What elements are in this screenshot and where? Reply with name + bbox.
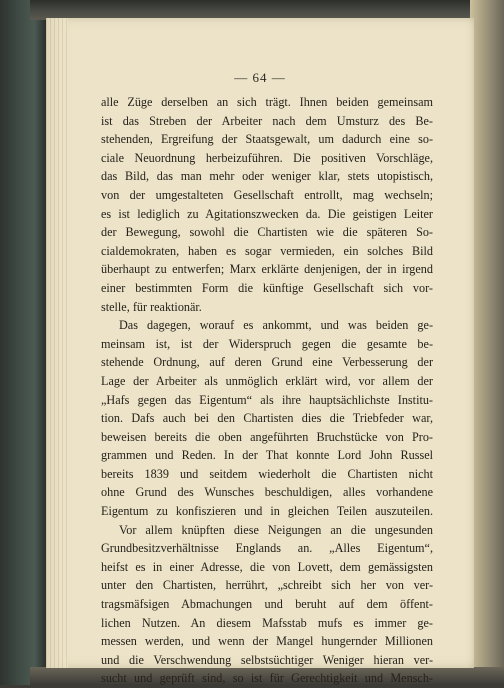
body-text xyxy=(101,93,433,688)
text-line: stelle, für reaktionär. xyxy=(101,299,202,314)
text-line: Grundbesitzverhältnisse Englands an. „Alles Eigentum“, xyxy=(101,541,433,556)
text-line: Lage der Arbeiter als unmöglich erklärt wird, vor allem der xyxy=(101,373,433,388)
page-number: — 64 — xyxy=(234,70,286,85)
text-line: meinsam ist, ist der Widerspruch gegen die gesamte be- xyxy=(101,336,433,351)
text-line: cialdemokraten, haben es sogar vermieden, ein solches Bild xyxy=(101,243,433,258)
text-line: und die Verschwendung selbstsüchtiger Weniger hieran ver- xyxy=(101,652,433,667)
page-gutter xyxy=(46,18,68,668)
text-line: stehende Ordnung, auf deren Grund eine Verbesserung der xyxy=(101,355,433,370)
book-cover-top xyxy=(30,0,504,20)
text-line: einer bestimmten Form die künftige Gesellschaft sich vor- xyxy=(101,280,433,295)
text-line: bereits 1839 und seitdem wiederholt die Chartisten nicht xyxy=(101,466,433,481)
text-line: ist das Streben der Arbeiter nach dem Umsturz des Be- xyxy=(101,113,433,128)
text-line: Das dagegen, worauf es ankommt, und was beiden ge- xyxy=(119,318,433,333)
text-line: grammen und Reden. In der That konnte Lord John Russel xyxy=(101,448,433,463)
text-line: ohne Grund des Wunsches beschuldigen, alles vorhandene xyxy=(101,485,433,500)
text-line: stehenden, Ergreifung der Staatsgewalt, um dadurch eine so- xyxy=(101,132,433,147)
text-line: beweisen bereits die oben angeführten Bruchstücke von Pro- xyxy=(101,429,433,444)
page-edge-right xyxy=(470,0,504,685)
text-line: „Hafs gegen das Eigentum“ als ihre hauptsächlichste Institu- xyxy=(101,392,433,407)
text-line: unter den Chartisten, herrührt, „schreibt sich her von ver- xyxy=(101,578,433,593)
text-line: ciale Neuordnung herbeizuführen. Die positiven Vorschläge, xyxy=(101,150,433,165)
text-line: das Bild, das man mehr oder weniger klar, stets utopistisch, xyxy=(101,169,433,184)
text-line: Vor allem knüpften diese Neigungen an die ungesunden xyxy=(119,522,433,537)
text-line: heifst es in einer Adresse, die von Lovett, dem gemässigsten xyxy=(101,559,433,574)
text-line: alle Züge derselben an sich trägt. Ihnen beiden gemeinsam xyxy=(101,95,433,109)
text-line: von der umgestalteten Gesellschaft entrollt, mag wechseln; xyxy=(101,187,433,202)
text-line: tragsmäfsigen Abmachungen und beruht auf dem öffent- xyxy=(101,597,433,612)
text-line: der Bewegung, sowohl die Chartisten wie die späteren So- xyxy=(101,225,433,240)
book-cover-left xyxy=(0,0,46,685)
text-line: es ist lediglich zu Agitationszwecken da. Die geistigen Leiter xyxy=(101,206,433,221)
text-line: Eigentum zu konfiszieren und in gleichen Teilen auszuteilen. xyxy=(101,504,433,519)
text-line: lichen Nutzen. An diesem Mafsstab mufs es immer ge- xyxy=(101,615,433,630)
text-line: tion. Dafs auch bei den Chartisten dies die Triebfeder war, xyxy=(101,411,433,426)
text-line: überhaupt zu entwerfen; Marx erklärte denjenigen, der in irgend xyxy=(101,262,433,277)
text-line: sucht und geprüft sind, so ist für Gerechtigkeit und Mensch- xyxy=(101,671,433,686)
text-line: messen werden, und wenn der Mangel hungernder Millionen xyxy=(101,634,433,649)
